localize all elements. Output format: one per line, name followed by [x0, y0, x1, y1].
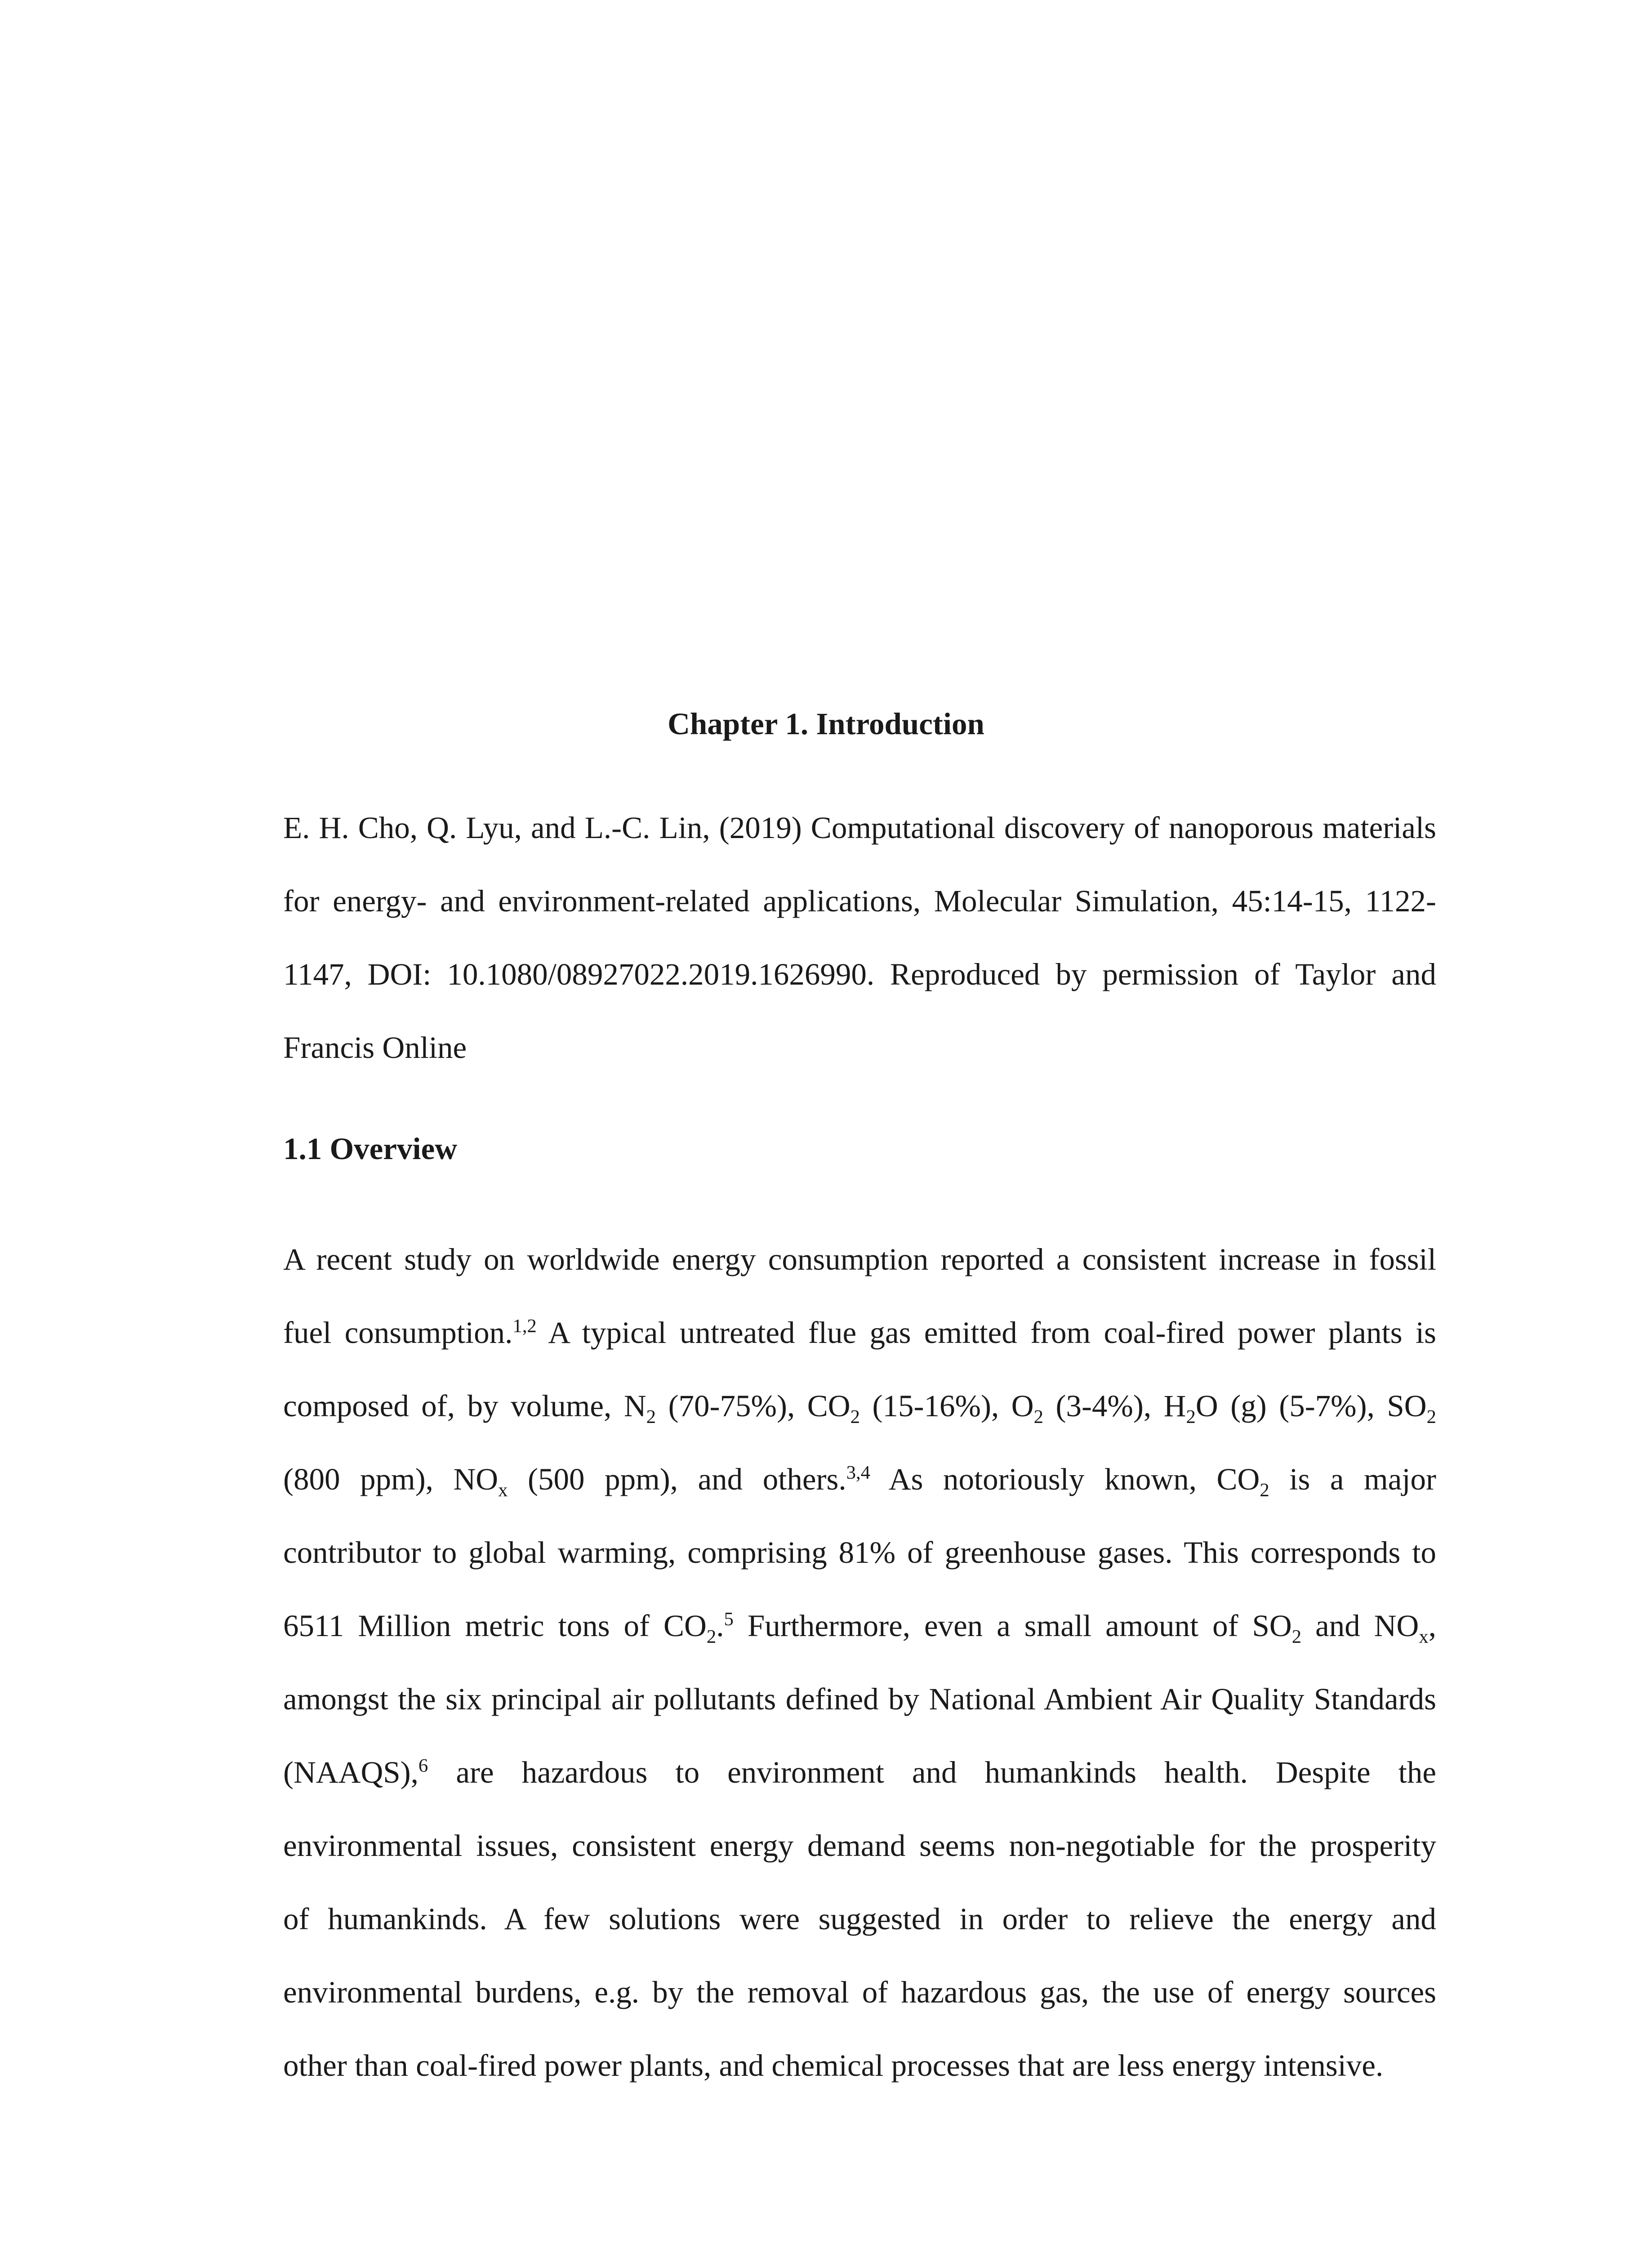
paragraph-line [283, 1443, 1436, 1516]
text-run: is a major [1269, 1462, 1436, 1496]
reference-superscript: 3,4 [846, 1462, 871, 1483]
text-run: (70-75%), CO [656, 1389, 850, 1423]
paragraph-line [283, 1736, 1436, 1809]
text-run: As notoriously known, CO [870, 1462, 1260, 1496]
chemical-subscript: 2 [706, 1626, 717, 1647]
paragraph-line [283, 1369, 1436, 1443]
text-run: (NAAQS), [283, 1755, 419, 1789]
chemical-subscript: 2 [850, 1406, 860, 1427]
chemical-subscript: x [498, 1479, 508, 1501]
reference-superscript: 6 [418, 1755, 428, 1776]
text-run: composed of, by volume, N [283, 1389, 646, 1423]
chemical-subscript: 2 [646, 1406, 656, 1427]
text-run: , [1428, 1609, 1436, 1643]
paragraph-line: amongst the six principal air pollutants defined by National Ambient Air Quality Standards [283, 1682, 1436, 1716]
text-run: (15-16%), O [860, 1389, 1034, 1423]
paragraph-line [283, 1296, 1436, 1369]
chemical-subscript: 2 [1260, 1479, 1269, 1501]
citation-block [283, 791, 1436, 1084]
paragraph-line: environmental burdens, e.g. by the removal of hazardous gas, the use of energy sources [283, 1975, 1436, 2009]
paragraph-line [283, 1589, 1436, 1663]
text-run: Furthermore, even a small amount of SO [733, 1609, 1292, 1643]
reference-superscript: 5 [724, 1609, 734, 1630]
body-paragraph [283, 1223, 1436, 2102]
text-run: and NO [1301, 1609, 1419, 1643]
chapter-title: Chapter 1. Introduction [668, 707, 984, 741]
text-run: are hazardous to environment and humankinds health. Despite the [428, 1755, 1436, 1789]
chemical-subscript: 2 [1033, 1406, 1043, 1427]
paragraph-line: A recent study on worldwide energy consumption reported a consistent increase in fossil [283, 1242, 1436, 1276]
text-run: (3-4%), H [1043, 1389, 1186, 1423]
text-run: (800 ppm), NO [283, 1462, 499, 1496]
text-run: O (g) (5-7%), SO [1195, 1389, 1427, 1423]
citation-line: Francis Online [283, 1030, 467, 1065]
text-run: 6511 Million metric tons of CO [283, 1609, 707, 1643]
text-run: (500 ppm), and others. [508, 1462, 846, 1496]
paragraph-line: other than coal-fired power plants, and chemical processes that are less energy intensive. [283, 2048, 1384, 2083]
chemical-subscript: 2 [1291, 1626, 1302, 1647]
reference-superscript: 1,2 [512, 1316, 537, 1337]
chemical-subscript: 2 [1426, 1406, 1437, 1427]
chemical-subscript: 2 [1186, 1406, 1196, 1427]
chemical-subscript: x [1419, 1626, 1429, 1647]
paragraph-line: of humankinds. A few solutions were suggested in order to relieve the energy and [283, 1902, 1436, 1936]
citation-line: E. H. Cho, Q. Lyu, and L.-C. Lin, (2019) Computational discovery of nanoporous materials [283, 811, 1436, 845]
citation-line: 1147, DOI: 10.1080/08927022.2019.1626990. Reproduced by permission of Taylor and [283, 957, 1436, 991]
paragraph-line: environmental issues, consistent energy demand seems non-negotiable for the prosperity [283, 1829, 1436, 1863]
citation-line: for energy- and environment-related applications, Molecular Simulation, 45:14-15, 1122- [283, 884, 1436, 918]
text-run: . [716, 1609, 724, 1643]
text-run: fuel consumption. [283, 1316, 513, 1350]
section-heading: 1.1 Overview [283, 1132, 458, 1166]
text-run: A typical untreated flue gas emitted from coal-fired power plants is [536, 1316, 1436, 1350]
paragraph-line: contributor to global warming, comprising 81% of greenhouse gases. This corresponds to [283, 1535, 1436, 1570]
